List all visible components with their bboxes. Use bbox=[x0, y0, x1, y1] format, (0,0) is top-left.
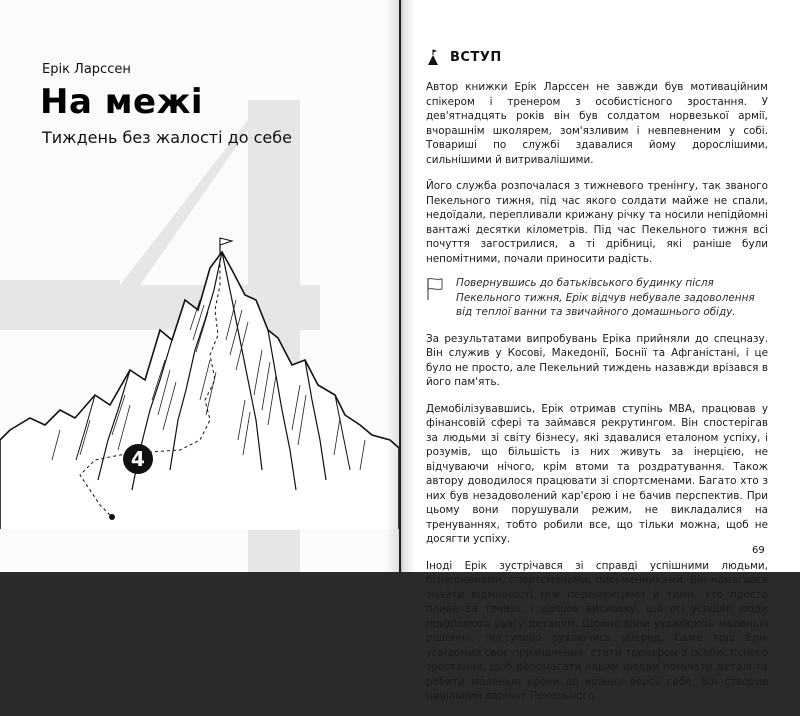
paragraph: Автор книжки Ерік Ларссен не завжди був мотиваційним спікером і тренером з особистісного зростання. У дев'ятнадцять років він був солдатом норвезької армії, вчорашнім школярем, зом'язливим і невпевненим у собі. Товариші по службі здавалися йому дорослішими, сильнішими й витривалішими. bbox=[426, 81, 768, 166]
section-title: ВСТУП bbox=[450, 49, 502, 65]
section-header bbox=[426, 49, 502, 65]
author-name: Ерік Ларссен bbox=[42, 62, 131, 77]
body-text bbox=[426, 80, 768, 716]
mountain-flag-icon bbox=[426, 49, 440, 65]
page-number: 69 bbox=[752, 545, 765, 556]
paragraph: За результатами випробувань Еріка прийняли до спецназу. Він служив у Косові, Македонії, Боснії та Афганістані, і це було не просто, але Пекельний тиждень назавжди врізався в його пам'ять. bbox=[426, 332, 768, 388]
book-title: На межі bbox=[40, 82, 204, 122]
paragraph: Іноді Ерік зустрічався зі справді успішними людьми, бізнесменами, спортсменами, письменниками. Він намагався знайти відмінності між переможцями й тими, хто просто пливе за течією, і дійшов висновку, що всі успішні люди приділяють увагу деталям. Щойно вони ухвалюють маленькі рішення, поступово рухаючись уперед. Саме тоді Ерік усвідомив своє призначення: стати тренером з особистісного зростання, щоб допомагати іншим людям помічати деталі та робити маленькі кроки до кращої версії себе. Він створив цивільний варіант Пекельного bbox=[426, 559, 768, 702]
mountain-illustration bbox=[0, 230, 399, 530]
pull-quote-text: Повернувшись до батьківського будинку після Пекельного тижня, Ерік відчув небувале задоволення від теплої ванни та звичайного домашнього обіду. bbox=[456, 277, 755, 318]
paragraph: Демобілізувавшись, Ерік отримав ступінь MBA, працював у фінансовій сфері та займався рекрутингом. Він спостерігав за людьми зі світу бізнесу, які здавалися еталоном успіху, і розумів, що більшість із них живуть за інерцією, не відчуваючи нічого, крім втоми та роздратування. Також автору доводилося працювати зі спортсменами. Багато хто з них був незадоволений кар'єрою і не бачив перспектив. При цьому вони порушували режим, не викладалися на тренуваннях, тобто робили все, що тільки можна, щоб не досягти успіху. bbox=[426, 402, 768, 545]
left-page bbox=[0, 0, 399, 572]
book-subtitle: Тиждень без жалості до себе bbox=[42, 128, 292, 147]
page-gutter bbox=[386, 0, 416, 572]
pull-quote bbox=[426, 276, 768, 320]
paragraph: Його служба розпочалася з тижневого тренінгу, так званого Пекельного тижня, під час якого солдати майже не спали, недоїдали, перепливали крижану річку та носили непідйомні вантажі десятки кілометрів. Під час Пекельного тижня всі почуття загострилися, а ті дрібниці, які раніше були непомітними, почали приносити радість. bbox=[426, 180, 768, 265]
chapter-badge-number: 4 bbox=[131, 447, 145, 471]
flag-icon bbox=[426, 277, 444, 301]
